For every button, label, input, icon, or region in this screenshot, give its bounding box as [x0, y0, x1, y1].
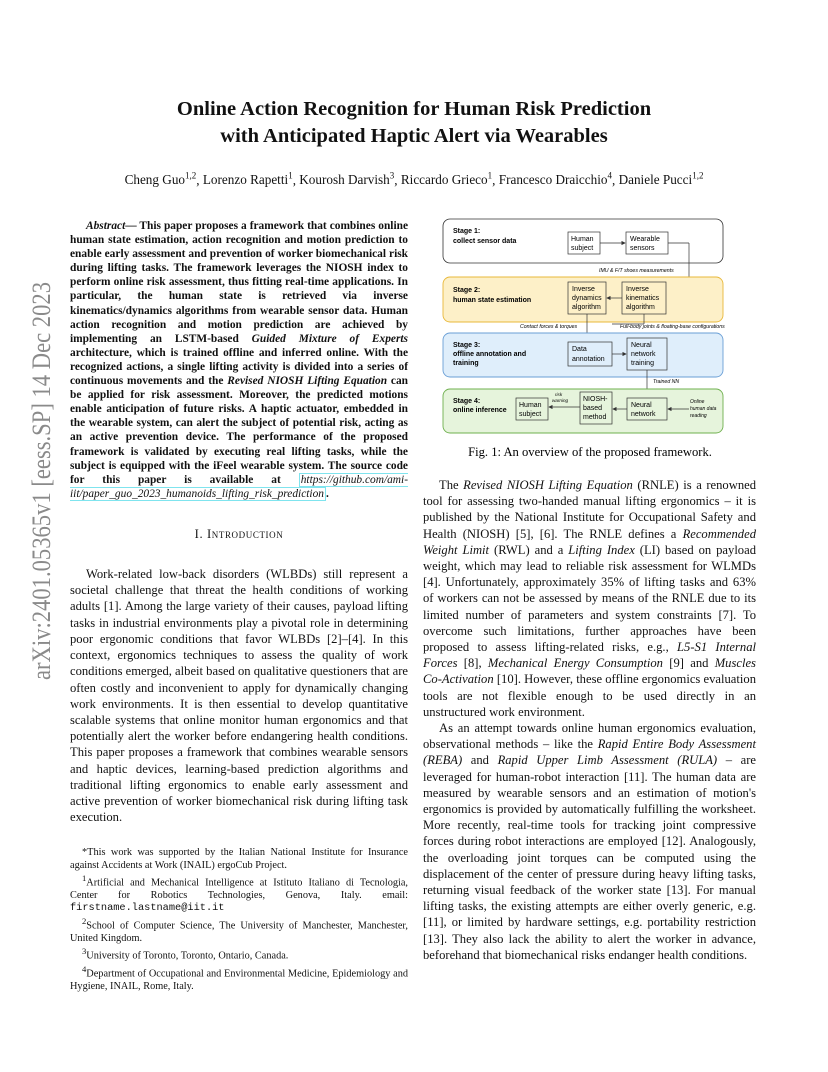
svg-text:warning: warning	[552, 398, 569, 403]
svg-text:Neural: Neural	[631, 402, 652, 409]
observational-methods-paragraph: As an attempt towards online human ergonomics evaluation, observational methods – like the Rapid Entire Body Assessment (REBA) and Rapid Upper Limb Assessment (RULA) – are leveraged for human-robot interaction [11]. The human data are measured by wearable sensors and an estimation of motion's ergonomics is provided by automatically fulfilling the worksheet. More recently, real-time tools for tracking joint compressive forces during robot interactions are employed [12]. Analogously, the overloading joint torques can be computed using the displacement of the center of pressure during heavy lifting tasks, returning visual feedback of the worker state [13]. For manual lifting tasks, the existing attempts are either overly generic, e.g. [11], or limited by hardware settings, e.g. portability restriction [13]. They also lack the ability to alert the worker in advance, beforehand that biomechanical risks endanger health conditions.	[423, 721, 757, 962]
svg-text:subject: subject	[571, 245, 594, 252]
trained-nn-label: Trained NN	[653, 379, 680, 385]
svg-text:Stage 2:: Stage 2:	[453, 287, 481, 294]
figure-framework-overview	[440, 216, 740, 461]
svg-text:network: network	[631, 411, 656, 418]
svg-text:training: training	[453, 360, 479, 367]
svg-text:Inverse: Inverse	[626, 286, 649, 293]
footnote-affiliation-4: $^4$Department of Occupational and Environmental Medicine, Epidemiology and Hygiene, INAIL, Rome, Italy.	[70, 963, 408, 992]
author: Lorenzo Rapetti$^1$	[202, 171, 293, 188]
svg-text:human data: human data	[690, 406, 717, 412]
svg-text:Stage 4:: Stage 4:	[453, 398, 481, 405]
svg-text:kinematics: kinematics	[626, 295, 660, 302]
svg-text:network: network	[631, 351, 656, 358]
svg-text:Human: Human	[519, 402, 542, 409]
svg-text:Stage 3:: Stage 3:	[453, 342, 481, 349]
intro-paragraph: Work-related low-back disorders (WLBDs) still represent a societal challenge that threat the health conditions of working adults [1]. Among the large variety of their causes, payload lifting tasks in industrial environments play a pivotal role in determining poor ergonomic conditions that favor WLBDs [2]–[4]. In this context, ergonomics techniques to assess the quality of work conditions emerged, albeit based on qualitative questioners that are often costly and inconvenient to apply for dynamically changing work environments. It is then essential to develop quantitative scalable systems that online monitor human ergonomics and that potentially alert the worker before endangering health conditions. This paper proposes a framework that combines wearable sensors and haptic devices, learning-based prediction algorithms and traditional lifting ergonomics to enable early assessment and active prevention of worker biomechanical risk during lifting task execution.	[70, 567, 408, 825]
figure-caption: Fig. 1: An overview of the proposed framework.	[468, 445, 712, 459]
author: Francesco Draicchio$^4$	[498, 171, 612, 188]
svg-text:Inverse: Inverse	[572, 286, 595, 293]
abstract: Abstract— This paper proposes a framework that combines online human state estimation, action recognition and motion prediction to enable early assessment and prevention of worker biomechanical risk during lifting tasks. The framework leverages the NIOSH index to perform online risk assessment, thus fitting real-time applications. In particular, the human state is retrieved via inverse kinematics/dynamics algorithms from wearable sensor data. Human action recognition and motion prediction are achieved by implementing an LSTM-based Guided Mixture of Experts architecture, which is trained offline and inferred online. With the recognized actions, a single lifting activity is divided into a series of continuous movements and the Revised NIOSH Lifting Equation can be applied for risk assessment. Moreover, the predicted motions enable anticipation of future risks. A haptic actuator, embedded in the wearable system, can alert the subject of potential risk, acting as an active prevention device. The performance of the proposed framework is validated by executing real lifting tasks, while the subject is equipped with the iFeel wearable system. The source code for this paper is available at https://github.com/ami-iit/paper_guo_2023_humanoids_lifting_risk_prediction .	[70, 220, 409, 500]
title-line-1: Online Action Recognition for Human Risk Prediction	[176, 98, 652, 120]
svg-text:NIOSH-: NIOSH-	[583, 396, 608, 403]
section-heading-introduction: I. Introduction	[194, 526, 284, 541]
footnote-affiliation-3: $^3$University of Toronto, Toronto, Ontario, Canada.	[82, 946, 289, 962]
svg-text:method: method	[583, 414, 607, 421]
author: Kourosh Darvish$^3$	[299, 171, 395, 188]
svg-text:algorithm: algorithm	[626, 304, 655, 311]
footnote-affiliation-2: $^2$School of Computer Science, The University of Manchester, Manchester, United Kingdom.	[70, 915, 408, 944]
email-address: firstname.lastname@iit.it	[70, 902, 225, 915]
risk-warning-label: risk	[555, 392, 563, 397]
footnote-affiliation-1: $^1$Artificial and Mechanical Intelligence at Istituto Italiano di Tecnologia, Center for Robotics Technologies, Genova, Italy. email: firstname.lastname@iit.it	[70, 873, 408, 915]
svg-text:human state estimation: human state estimation	[453, 297, 532, 304]
rnle-paragraph: The Revised NIOSH Lifting Equation (RNLE) is a renowned tool for assessing two-handed manual lifting ergonomics – it is published by the National Institute for Occupational Safety and Health (NIOSH) [5], [6]. The RNLE defines a Recommended Weight Limit (RWL) and a Lifting Index (LI) based on payload weight, which may lead to reliable risk assessment for WLMDs [4]. Unfortunately, approximately 35% of lifting tasks and 63% of workers can not be assessed by means of the RNLE due to its limited number of parameters and system constraints [7]. To overcome such limitations, further approaches have been proposed to assess lifting-related risks, e.g., L5-S1 Internal Forces [8], Mechanical Energy Consumption [9] and Muscles Co-Activation [10]. However, these offline ergonomics evaluation tools are not flexible enough to be used directly in an unstructured work environment.	[423, 478, 756, 719]
svg-text:Wearable: Wearable	[630, 236, 660, 243]
author: Riccardo Grieco$^1$	[400, 171, 493, 188]
author: Cheng Guo$^{1,2}$	[124, 171, 197, 188]
stage-1-title: Stage 1:	[453, 228, 481, 235]
title-line-2: with Anticipated Haptic Alert via Wearables	[220, 125, 608, 147]
source-code-link[interactable]: https://github.com/ami-iit/paper_guo_2023_humanoids_lifting_risk_prediction	[70, 473, 408, 500]
svg-text:based: based	[583, 405, 603, 412]
svg-text:dynamics: dynamics	[572, 295, 602, 302]
arxiv-side-label	[20, 222, 60, 680]
fullbody-label: Full-body joints & floating-base configurations	[620, 324, 725, 330]
footnote-funding: *This work was supported by the Italian National Institute for Insurance against Accidents at Work (INAIL) ergoCub Project.	[70, 847, 408, 871]
svg-text:online inference: online inference	[453, 407, 507, 414]
svg-text:offline annotation and: offline annotation and	[453, 351, 527, 358]
svg-text:Human: Human	[571, 236, 594, 243]
paper-title	[0, 96, 828, 150]
left-column	[70, 219, 408, 993]
svg-text:annotation: annotation	[572, 356, 605, 363]
stage-1-subtitle: collect sensor data	[453, 238, 517, 245]
right-column	[423, 477, 756, 963]
contact-forces-label: Contact forces & torques	[520, 324, 578, 330]
svg-text:training: training	[631, 360, 654, 367]
arxiv-identifier: arXiv:2401.05365v1 [eess.SP] 14 Dec 2023	[27, 222, 56, 680]
author-list: Cheng Guo$^{1,2}$, Lorenzo Rapetti$^1$, Kourosh Darvish$^3$, Riccardo Grieco$^1$, Francesco Draicchio$^4$, Daniele Pucci$^{1,2}$	[124, 171, 704, 188]
svg-text:Neural: Neural	[631, 342, 652, 349]
svg-text:reading: reading	[690, 413, 707, 419]
svg-text:algorithm: algorithm	[572, 304, 601, 311]
svg-text:Data: Data	[572, 346, 587, 353]
abstract-label: Abstract	[86, 220, 126, 232]
footnotes	[70, 847, 408, 993]
author: Daniele Pucci$^{1,2}$	[618, 171, 704, 188]
imu-label: IMU & F/T shoes measurements	[599, 268, 674, 274]
svg-text:sensors: sensors	[630, 245, 655, 252]
online-reading-label: Online	[690, 399, 705, 405]
svg-text:subject: subject	[519, 411, 542, 418]
